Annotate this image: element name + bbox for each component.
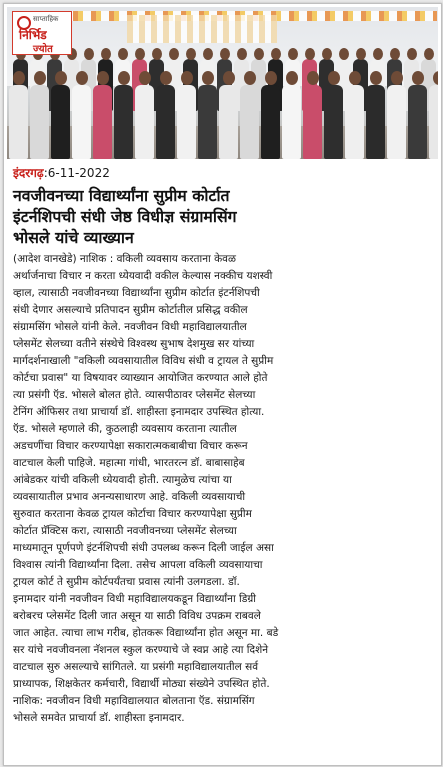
- photo-person-head: [349, 71, 361, 85]
- article-line: कोर्टचा प्रवास" या विषयावर व्याख्यान आयोजित करण्यात आले होते: [13, 372, 268, 384]
- photo-person-head: [34, 71, 46, 85]
- photo-person-head: [370, 71, 382, 85]
- photo-person: [156, 85, 175, 159]
- photo-person-head: [307, 71, 319, 85]
- logo-main-text: निर्भिड: [19, 28, 47, 42]
- photo-person: [387, 85, 406, 159]
- photo-person-head: [244, 71, 256, 85]
- logo-top-text: साप्ताहिक: [33, 15, 59, 23]
- article-line: अर्थार्जनाचा विचार न करता ध्येयवादी वकील केल्यास नक्कीच यशस्वी: [13, 270, 273, 282]
- photo-person: [429, 85, 438, 159]
- article-line: वाटचाल केली पाहिजे. महात्मा गांधी, भारतरत्न डॉ. बाबासाहेब: [13, 457, 245, 469]
- photo-person: [261, 85, 280, 159]
- photo-person: [198, 85, 217, 159]
- photo-person: [135, 85, 154, 159]
- article-line: सुरुवात करताना केवळ ट्रायल कोर्टाचा विचार करण्यापेक्षा सुप्रीम: [13, 508, 252, 520]
- photo-person-head: [160, 71, 172, 85]
- article-line: टेनिंग ऑफिसर तथा प्राचार्या डॉ. शाहीस्ता इनामदार उपस्थित होत्या.: [13, 406, 265, 418]
- article-line: आंबेडकर यांची वकिली ध्येयवादी होती. त्यामुळेच त्यांचा या: [13, 474, 232, 486]
- article-line: प्राध्यापक, शिक्षकेतर कर्मचारी, विद्यार्थी मोठ्या संख्येने उपस्थित होते.: [13, 678, 270, 690]
- article-line: ऍड. भोसले म्हणाले की, कुठलाही व्यवसाय करताना त्यातील: [13, 423, 237, 435]
- article-line: संग्रामसिंग भोसले यांनी केले. नवजीवन विधी महाविद्यालयातील: [13, 321, 247, 333]
- photo-person-head: [390, 48, 400, 60]
- photo-person-head: [76, 71, 88, 85]
- photo-person-head: [254, 48, 264, 60]
- dateline-date: :6-11-2022: [43, 166, 110, 180]
- photo-person-head: [407, 48, 417, 60]
- photo-person: [366, 85, 385, 159]
- newspaper-clipping: [3, 3, 442, 766]
- photo-person-head: [433, 71, 438, 85]
- photo-person-head: [223, 71, 235, 85]
- photo-person: [282, 85, 301, 159]
- article-line: संधी देणार असल्याचे प्रतिपादन सुप्रीम कोर्टातील प्रसिद्ध वकील: [13, 304, 248, 316]
- headline-line: भोसले यांचे व्याख्यान: [13, 228, 134, 247]
- photo-person-head: [135, 48, 145, 60]
- publication-logo: [12, 11, 72, 55]
- photo-person-head: [186, 48, 196, 60]
- article-line: नाशिक: नवजीवन विधी महाविद्यालयात बोलताना ऍड. संग्रामसिंग: [13, 695, 255, 707]
- article-line: भोसले समवेत प्राचार्या डॉ. शाहीस्ता इनामदार.: [13, 712, 185, 724]
- photo-person-head: [271, 48, 281, 60]
- photo-person-head: [55, 71, 67, 85]
- article-line: वाटचाल सुरु असल्याचे सांगितले. या प्रसंगी महाविद्यालयातील सर्व: [13, 661, 259, 673]
- photo-person: [9, 85, 28, 159]
- article-line: (आदेश वानखेडे) नाशिक : वकिली व्यवसाय करताना केवळ: [13, 253, 236, 265]
- article-line: अडचणींचा विचार करण्यापेक्षा सकारात्मकबाबीचा विचार करून: [13, 440, 248, 452]
- article-line: प्लेसमेंट सेलच्या वतीने संस्थेचे विश्वस्थ सुभाष देशमुख सर यांच्या: [13, 338, 255, 350]
- article-line: माध्यमातून पूर्णपणे इंटर्नशिपची संधी उपलब्ध करून दिली जाईल असा: [13, 542, 274, 554]
- photo-person-head: [181, 71, 193, 85]
- photo-person-head: [169, 48, 179, 60]
- photo-person-head: [118, 48, 128, 60]
- photo-person-head: [101, 48, 111, 60]
- group-photo: [7, 7, 438, 159]
- photo-person: [303, 85, 322, 159]
- photo-person-head: [424, 48, 434, 60]
- dateline: [13, 165, 110, 181]
- headline: [13, 185, 438, 248]
- photo-person-head: [265, 71, 277, 85]
- photo-person-head: [286, 71, 298, 85]
- photo-person-head: [373, 48, 383, 60]
- headline-line: इंटर्नशिपची संधी जेष्ठ विधीज्ञ संग्रामसिंग: [13, 207, 237, 226]
- dateline-place: इंदरगढ़: [13, 166, 44, 180]
- article-line: विश्वास त्यांनी विद्यार्थ्यांना दिला. तसेच आपला वकिली व्यवसायाचा: [13, 559, 263, 571]
- article-line: इनामदार यांनी नवजीवन विधी महाविद्यालयकडून विद्यार्थ्यांना डिग्री: [13, 593, 256, 605]
- article-line: ट्रायल कोर्ट ते सुप्रीम कोर्टपर्यंतचा प्रवास त्यांनी उलगडला. डॉ.: [13, 576, 240, 588]
- article-line: कोर्टात प्रॅक्टिस करा, त्यासाठी नवजीवनच्या प्लेसमेंट सेलच्या: [13, 525, 237, 537]
- photo-person: [408, 85, 427, 159]
- article-line: मार्गदर्शनाखाली "वकिली व्यवसायातील विविध संधी व ट्रायल ते सुप्रीम: [13, 355, 274, 367]
- photo-person: [240, 85, 259, 159]
- article-line: त्या प्रसंगी ऍड. भोसले बोलत होते. व्यासपीठावर प्लेसमेंट सेलच्या: [13, 389, 256, 401]
- photo-person-head: [322, 48, 332, 60]
- photo-person-head: [288, 48, 298, 60]
- photo-person: [51, 85, 70, 159]
- photo-person-head: [305, 48, 315, 60]
- photo-person: [93, 85, 112, 159]
- photo-person-head: [97, 71, 109, 85]
- photo-person: [30, 85, 49, 159]
- photo-person-head: [412, 71, 424, 85]
- photo-person: [72, 85, 91, 159]
- article-line: जात आहेत. त्याचा लाभ गरीब, होतकरू विद्यार्थ्यांना होत असून मा. बडे: [13, 627, 279, 639]
- photo-person-head: [328, 71, 340, 85]
- photo-person: [345, 85, 364, 159]
- photo-person-head: [202, 71, 214, 85]
- article-line: बरोबरच प्लेसमेंट दिली जात असून या साठी विविध उपक्रम राबवले: [13, 610, 261, 622]
- photo-stage-banner: [127, 15, 277, 43]
- photo-person-head: [356, 48, 366, 60]
- photo-person: [177, 85, 196, 159]
- article-line: व्हाल, त्यासाठी नवजीवनच्या विद्यार्थ्यांना सुप्रीम कोर्टात इंटर्नशिपची: [13, 287, 260, 299]
- photo-person-head: [237, 48, 247, 60]
- photo-person-head: [13, 71, 25, 85]
- article-line: सर यांचे नवजीवनला नॅशनल स्कुल करण्याचे जे स्वप्न आहे त्या दिशेने: [13, 644, 269, 656]
- photo-person: [219, 85, 238, 159]
- photo-person-head: [339, 48, 349, 60]
- photo-person-head: [84, 48, 94, 60]
- photo-person-head: [139, 71, 151, 85]
- photo-person-head: [203, 48, 213, 60]
- headline-line: नवजीवनच्या विद्यार्थ्यांना सुप्रीम कोर्टात: [13, 186, 230, 205]
- photo-person: [114, 85, 133, 159]
- article-body: [13, 251, 438, 727]
- logo-sub-text: ज्योत: [33, 44, 53, 55]
- photo-person-head: [220, 48, 230, 60]
- photo-person-head: [391, 71, 403, 85]
- photo-person: [324, 85, 343, 159]
- photo-person-head: [152, 48, 162, 60]
- photo-person-head: [118, 71, 130, 85]
- article-line: व्यवसायातील प्रभाव अनन्यसाधारण आहे. वकिली व्यवसायाची: [13, 491, 246, 503]
